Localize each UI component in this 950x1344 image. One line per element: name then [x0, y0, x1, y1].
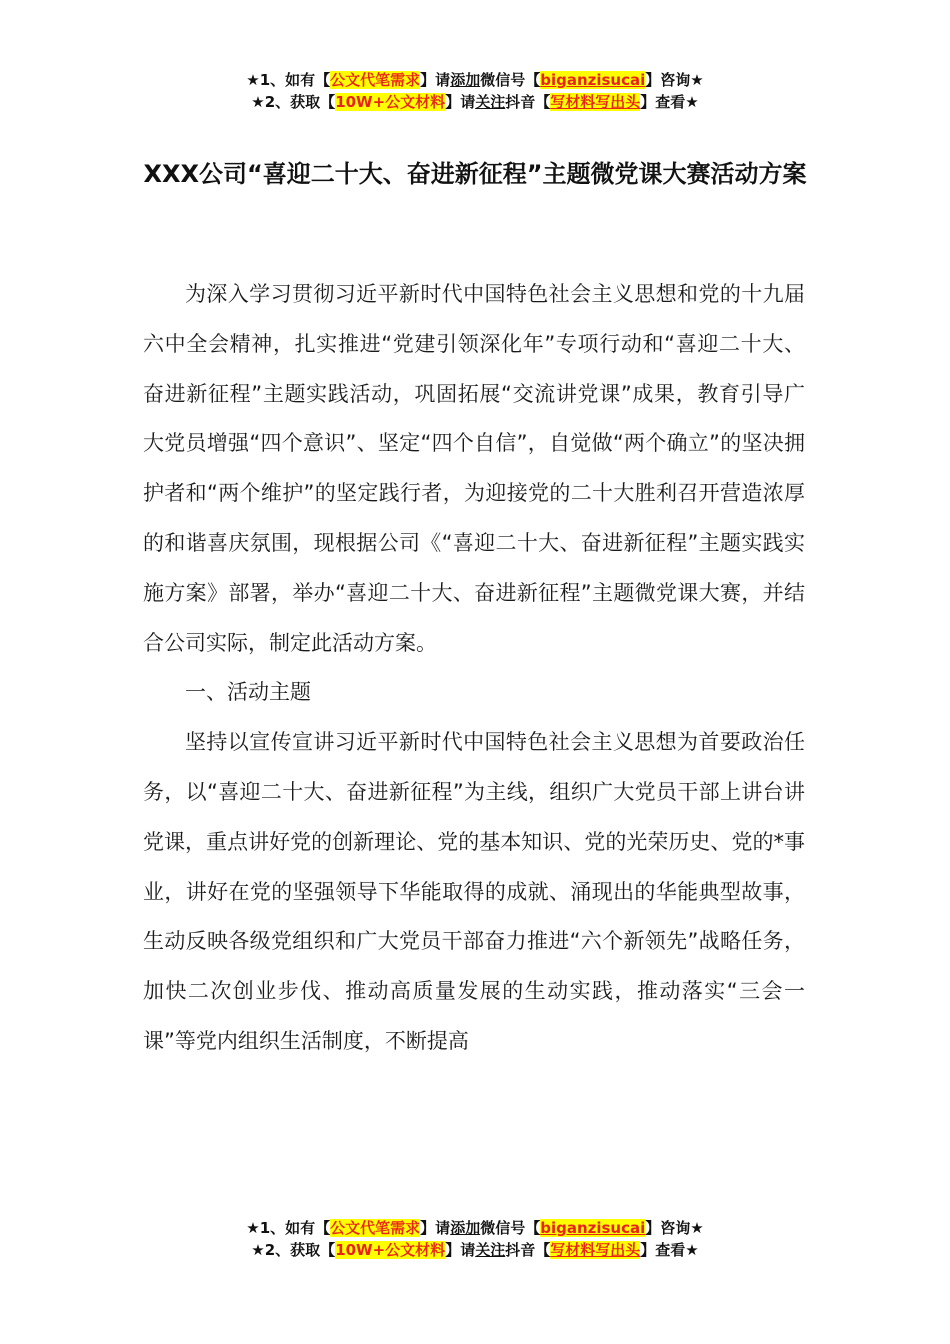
- promo-text: 微信号【: [480, 71, 541, 89]
- promo-text: 】请: [445, 1241, 476, 1259]
- promo-underline: 关注: [475, 1241, 506, 1259]
- paragraph-theme: 坚持以宣传宣讲习近平新时代中国特色社会主义思想为首要政治任务，以“喜迎二十大、奋进新征程”为主线，组织广大党员干部上讲台讲党课，重点讲好党的创新理论、党的基本知识、党的光荣历史、党的*事业，讲好在党的坚强领导下华能取得的成就、涌现出的华能典型故事，生动反映各级党组织和广大党员干部奋力推进“六个新领先”战略任务，加快二次创业步伐、推动高质量发展的生动实践，推动落实“三会一课”等党内组织生活制度，不断提高: [143, 730, 805, 1053]
- bottom-promo-banner: [0, 1217, 950, 1261]
- promo-text: 】请: [420, 1219, 451, 1237]
- promo-text: 】查看★: [640, 93, 699, 111]
- top-promo-banner: [0, 69, 950, 113]
- promo-line-2: [0, 91, 950, 113]
- promo-line-1: [0, 1217, 950, 1239]
- wechat-id: biganzisucai: [540, 71, 646, 89]
- promo-underline: 添加: [450, 1219, 481, 1237]
- promo-line-1: [0, 69, 950, 91]
- promo-text: 】咨询★: [645, 1219, 704, 1237]
- document-title: XXX公司“喜迎二十大、奋进新征程”主题微党课大赛活动方案: [143, 160, 807, 188]
- promo-highlight: 公文代笔需求: [330, 1219, 421, 1237]
- promo-highlight: 公文代笔需求: [330, 71, 421, 89]
- document-body: [143, 270, 805, 1067]
- promo-text: ★2、获取【: [251, 93, 336, 111]
- promo-highlight: 10W+公文材料: [335, 93, 446, 111]
- promo-text: ★1、如有【: [246, 71, 331, 89]
- douyin-account: 写材料写出头: [550, 93, 641, 111]
- promo-line-2: [0, 1239, 950, 1261]
- promo-text: 抖音【: [505, 1241, 551, 1259]
- promo-underline: 添加: [450, 71, 481, 89]
- wechat-id: biganzisucai: [540, 1219, 646, 1237]
- promo-highlight: 10W+公文材料: [335, 1241, 446, 1259]
- promo-text: 抖音【: [505, 93, 551, 111]
- promo-underline: 关注: [475, 93, 506, 111]
- douyin-account: 写材料写出头: [550, 1241, 641, 1259]
- promo-text: 】查看★: [640, 1241, 699, 1259]
- promo-text: 】请: [420, 71, 451, 89]
- promo-text: 微信号【: [480, 1219, 541, 1237]
- section-heading: 一、活动主题: [185, 680, 311, 705]
- promo-text: ★1、如有【: [246, 1219, 331, 1237]
- promo-text: 】请: [445, 93, 476, 111]
- promo-text: ★2、获取【: [251, 1241, 336, 1259]
- paragraph-intro: 为深入学习贯彻习近平新时代中国特色社会主义思想和党的十九届六中全会精神，扎实推进“党建引领深化年”专项行动和“喜迎二十大、奋进新征程”主题实践活动，巩固拓展“交流讲党课”成果，教育引导广大党员增强“四个意识”、坚定“四个自信”，自觉做“两个确立”的坚决拥护者和“两个维护”的坚定践行者，为迎接党的二十大胜利召开营造浓厚的和谐喜庆氛围，现根据公司《“喜迎二十大、奋进新征程”主题实践实施方案》部署，举办“喜迎二十大、奋进新征程”主题微党课大赛，并结合公司实际，制定此活动方案。: [143, 282, 805, 655]
- promo-text: 】咨询★: [645, 71, 704, 89]
